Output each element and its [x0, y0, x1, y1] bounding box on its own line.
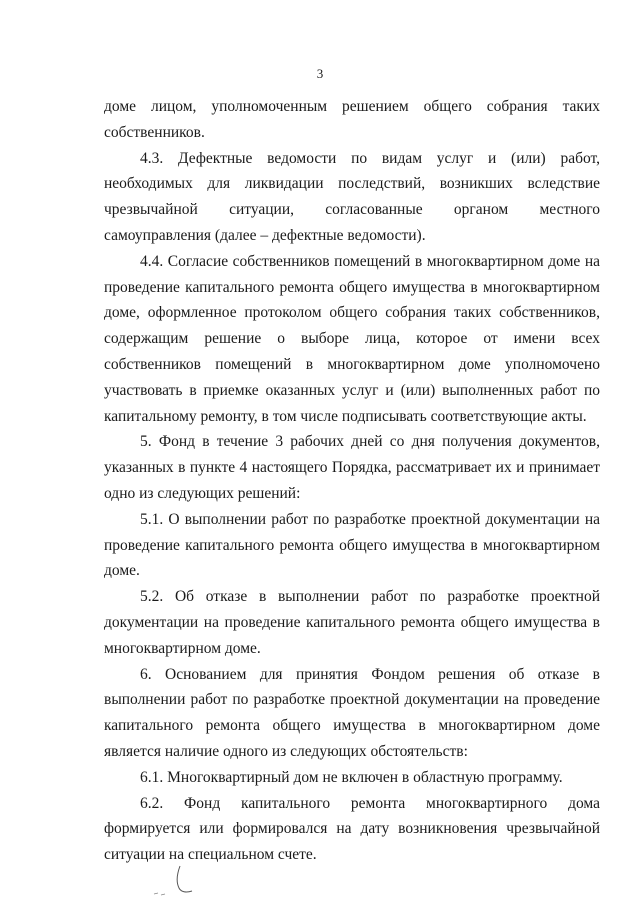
paragraph-6: 6. Основанием для принятия Фондом решения об отказе в выполнении работ по разработке проектной документации на проведение капитального ремонта общего имущества в многоквартирном доме является наличие одного из следующих обстоятельств: — [104, 665, 600, 760]
document-body — [104, 94, 600, 868]
paragraph-5-2: 5.2. Об отказе в выполнении работ по разработке проектной документации на проведение капитального ремонта общего имущества в многоквартирном доме. — [104, 588, 600, 657]
paragraph-5-1: 5.1. О выполнении работ по разработке проектной документации на проведение капитального ремонта общего имущества в многоквартирном доме. — [104, 510, 600, 580]
page-number: 3 — [316, 66, 324, 81]
paragraph-6-1: 6.1. Многоквартирный дом не включен в областную программу. — [140, 768, 563, 786]
paragraph-4-3: 4.3. Дефектные ведомости по видам услуг и (или) работ, необходимых для ликвидации последствий, возникших вследствие чрезвычайной ситуации, согласованные органом местного самоуправления (далее – дефектные ведомости). — [104, 149, 600, 244]
paragraph-5: 5. Фонд в течение 3 рабочих дней со дня получения документов, указанных в пункте 4 настоящего Порядка, рассматривает их и принимает одно из следующих решений: — [104, 433, 600, 502]
paragraph-continuation: доме лицом, уполномоченным решением общего собрания таких собственников. — [104, 98, 600, 141]
handwritten-mark — [150, 862, 210, 902]
paragraph-4-4: 4.4. Согласие собственников помещений в многоквартирном доме на проведение капитального ремонта общего имущества в многоквартирном доме, оформленное протоколом общего собрания таких собственников, содержащим решение о выборе лица, которое от имени всех собственников помещений в многоквартирном доме уполномочено участвовать в приемке оказанных услуг и (или) выполненных работ по капитальному ремонту, в том числе подписывать соответствующие акты. — [104, 252, 600, 425]
paragraph-6-2: 6.2. Фонд капитального ремонта многоквартирного дома формируется или формировался на дату возникновения чрезвычайной ситуации на специальном счете. — [104, 794, 600, 864]
